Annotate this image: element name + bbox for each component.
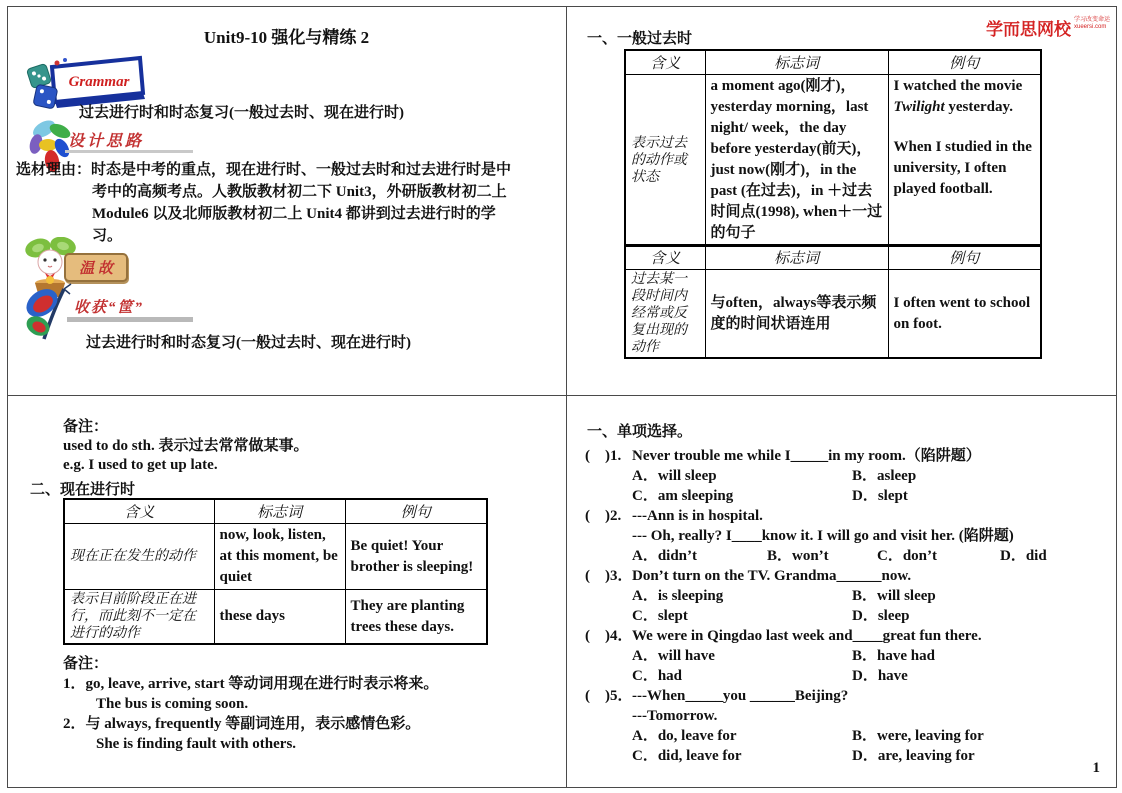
question-2-options	[585, 546, 1113, 566]
brand-tagline: xueersi.com	[1073, 24, 1107, 30]
example-cell	[888, 75, 1041, 247]
option-b: B．were, leaving for	[852, 728, 984, 744]
past-tense-table-1	[624, 49, 1042, 247]
note-title: 备注：	[63, 419, 109, 435]
option-d: D．slept	[852, 488, 908, 504]
question-text: Never trouble me while I_____in my room.（陷阱题）	[632, 448, 981, 464]
col-header-markers: 标志词	[214, 499, 345, 524]
option-b: B．will sleep	[852, 588, 936, 604]
col-header-markers: 标志词	[705, 245, 888, 270]
table-row	[625, 75, 1041, 247]
brand-name: 学而思网校	[985, 20, 1071, 39]
review-sign	[64, 253, 128, 282]
movie-title: Twilight	[893, 99, 945, 115]
note-line: The bus is coming soon.	[96, 696, 249, 712]
harvest-underline	[67, 317, 193, 322]
note-line: e.g. I used to get up late.	[63, 457, 218, 473]
section-title-past: 一、一般过去时	[587, 31, 693, 47]
question-2	[585, 506, 1113, 526]
note-line: used to do sth. 表示过去常常做某事。	[63, 438, 309, 454]
answer-blank: ( )2.	[585, 508, 622, 524]
panel-intro	[8, 7, 565, 395]
meaning-cell: 过去某一段时间内经常或反复出现的动作	[625, 270, 705, 359]
question-1-options	[585, 466, 1113, 486]
worksheet-page	[7, 6, 1117, 788]
markers-cell: a moment ago(刚才)，yesterday morning，last night/ week，the day before yesterday(前天)，just now(刚才)，in the past (在过去)，in ＋过去时间点(1998), when＋一过的句子	[705, 75, 888, 247]
option-c: C．am sleeping	[632, 488, 734, 504]
meaning-cell: 表示目前阶段正在进行，而此刻不一定在进行的动作	[64, 590, 214, 645]
panel-past-tense	[567, 7, 1116, 395]
col-header-meaning: 含义	[625, 245, 705, 270]
reason-line: 习。	[92, 228, 123, 244]
table-row	[64, 524, 487, 590]
meaning-cell: 现在正在发生的动作	[64, 524, 214, 590]
topic-subtitle: 过去进行时和时态复习(一般过去时、现在进行时)	[79, 105, 404, 121]
brand-taglines	[1074, 17, 1110, 31]
example-cell: I often went to school on foot.	[888, 270, 1041, 359]
question-3-options	[585, 606, 1113, 626]
question-1-options	[585, 486, 1113, 506]
table-row	[64, 590, 487, 645]
question-3-options	[585, 586, 1113, 606]
question-5	[585, 686, 1113, 706]
markers-cell: these days	[214, 590, 345, 645]
table-header-row	[64, 499, 487, 524]
option-a: A．will sleep	[632, 468, 717, 484]
option-a: A．do, leave for	[632, 728, 737, 744]
col-header-example: 例句	[888, 50, 1041, 75]
option-b: B．have had	[852, 648, 935, 664]
question-3	[585, 566, 1113, 586]
question-5-options	[585, 726, 1113, 746]
past-tense-table-2	[624, 244, 1042, 359]
section-title-present: 二、现在进行时	[30, 482, 136, 498]
meaning-cell: 表示过去的动作或状态	[625, 75, 705, 247]
option-c: C．slept	[632, 608, 688, 624]
example-sentence: When I studied in the university, I often played football.	[893, 139, 1032, 197]
section-title-choice: 一、单项选择。	[587, 424, 693, 440]
design-idea-underline	[65, 150, 193, 153]
note-title: 备注：	[63, 656, 109, 672]
note-line: 1．go, leave, arrive, start 等动词用现在进行时表示将来。	[63, 676, 439, 692]
reason-line: Module6 以及北师版教材初二上 Unit4 都讲到过去进行时的学	[92, 206, 496, 222]
option-d: D．have	[852, 668, 908, 684]
answer-blank: ( )5．	[585, 688, 633, 704]
panel-multiple-choice	[567, 396, 1116, 787]
col-header-meaning: 含义	[64, 499, 214, 524]
design-idea-label: 设计思路	[68, 133, 145, 150]
option-b: B．won’t	[767, 548, 829, 564]
question-2-line2: --- Oh, really? I____know it. I will go and visit her. (陷阱题)	[632, 528, 1014, 544]
option-a: A．is sleeping	[632, 588, 724, 604]
answer-blank: ( )1.	[585, 448, 622, 464]
question-4-options	[585, 666, 1113, 686]
question-text: We were in Qingdao last week and____great fun there.	[632, 628, 982, 644]
option-d: D．did	[1000, 548, 1047, 564]
reason-line: 选材理由：时态是中考的重点，现在进行时、一般过去时和过去进行时是中	[16, 162, 512, 178]
col-header-example: 例句	[345, 499, 487, 524]
table-row	[625, 270, 1041, 359]
question-text: Don’t turn on the TV. Grandma______now.	[632, 568, 912, 584]
question-1	[585, 446, 1113, 466]
table-header-row	[625, 50, 1041, 75]
panel-present-continuous	[8, 396, 565, 787]
markers-cell: 与often，always等表示频度的时间状语连用	[705, 270, 888, 359]
selection-reason	[16, 159, 556, 247]
topic-subtitle-repeat: 过去进行时和时态复习(一般过去时、现在进行时)	[86, 335, 411, 351]
harvest-label: 收获“筐”	[74, 300, 145, 316]
note-block-2	[63, 654, 553, 754]
question-5-options	[585, 746, 1113, 766]
note-line: 2．与 always, frequently 等副词连用，表示感情色彩。	[63, 716, 421, 732]
option-b: B．asleep	[852, 468, 917, 484]
reason-line: 考中的高频考点。人教版教材初二下 Unit3，外研版教材初二上	[92, 184, 507, 200]
option-c: C．did, leave for	[632, 748, 742, 764]
option-c: C．don’t	[877, 548, 938, 564]
option-d: D．are, leaving for	[852, 748, 975, 764]
answer-blank: ( )3．	[585, 568, 633, 584]
question-5-line2: ---Tomorrow.	[632, 708, 718, 724]
option-c: C．had	[632, 668, 683, 684]
example-sentence: I watched the movie Twilight yesterday.	[893, 78, 1023, 115]
note-block-1	[63, 418, 543, 475]
option-d: D．sleep	[852, 608, 910, 624]
grammar-icon-label: Grammar	[68, 74, 130, 90]
markers-cell: now, look, listen, at this moment, be quiet	[214, 524, 345, 590]
unit-title: Unit9-10 强化与精练 2	[203, 28, 370, 47]
brand-logo	[986, 15, 1110, 40]
harvest-butterfly-icon	[24, 283, 76, 345]
page-number: 1	[1092, 760, 1100, 776]
table-header-row	[625, 245, 1041, 270]
option-a: A．didn’t	[632, 548, 698, 564]
present-continuous-table	[63, 498, 488, 645]
col-header-markers: 标志词	[705, 50, 888, 75]
example-cell: They are planting trees these days.	[345, 590, 487, 645]
note-line: She is finding fault with others.	[96, 736, 297, 752]
question-4-options	[585, 646, 1113, 666]
col-header-meaning: 含义	[625, 50, 705, 75]
question-list	[585, 446, 1113, 766]
answer-blank: ( )4．	[585, 628, 633, 644]
question-text: ---When_____you ______Beijing?	[632, 688, 849, 704]
example-cell: Be quiet! Your brother is sleeping!	[345, 524, 487, 590]
col-header-example: 例句	[888, 245, 1041, 270]
review-sign-label: 温 故	[79, 261, 113, 277]
question-text: ---Ann is in hospital.	[632, 508, 763, 524]
question-4	[585, 626, 1113, 646]
option-a: A．will have	[632, 648, 715, 664]
brand-tagline: 学习改变命运	[1073, 17, 1110, 23]
